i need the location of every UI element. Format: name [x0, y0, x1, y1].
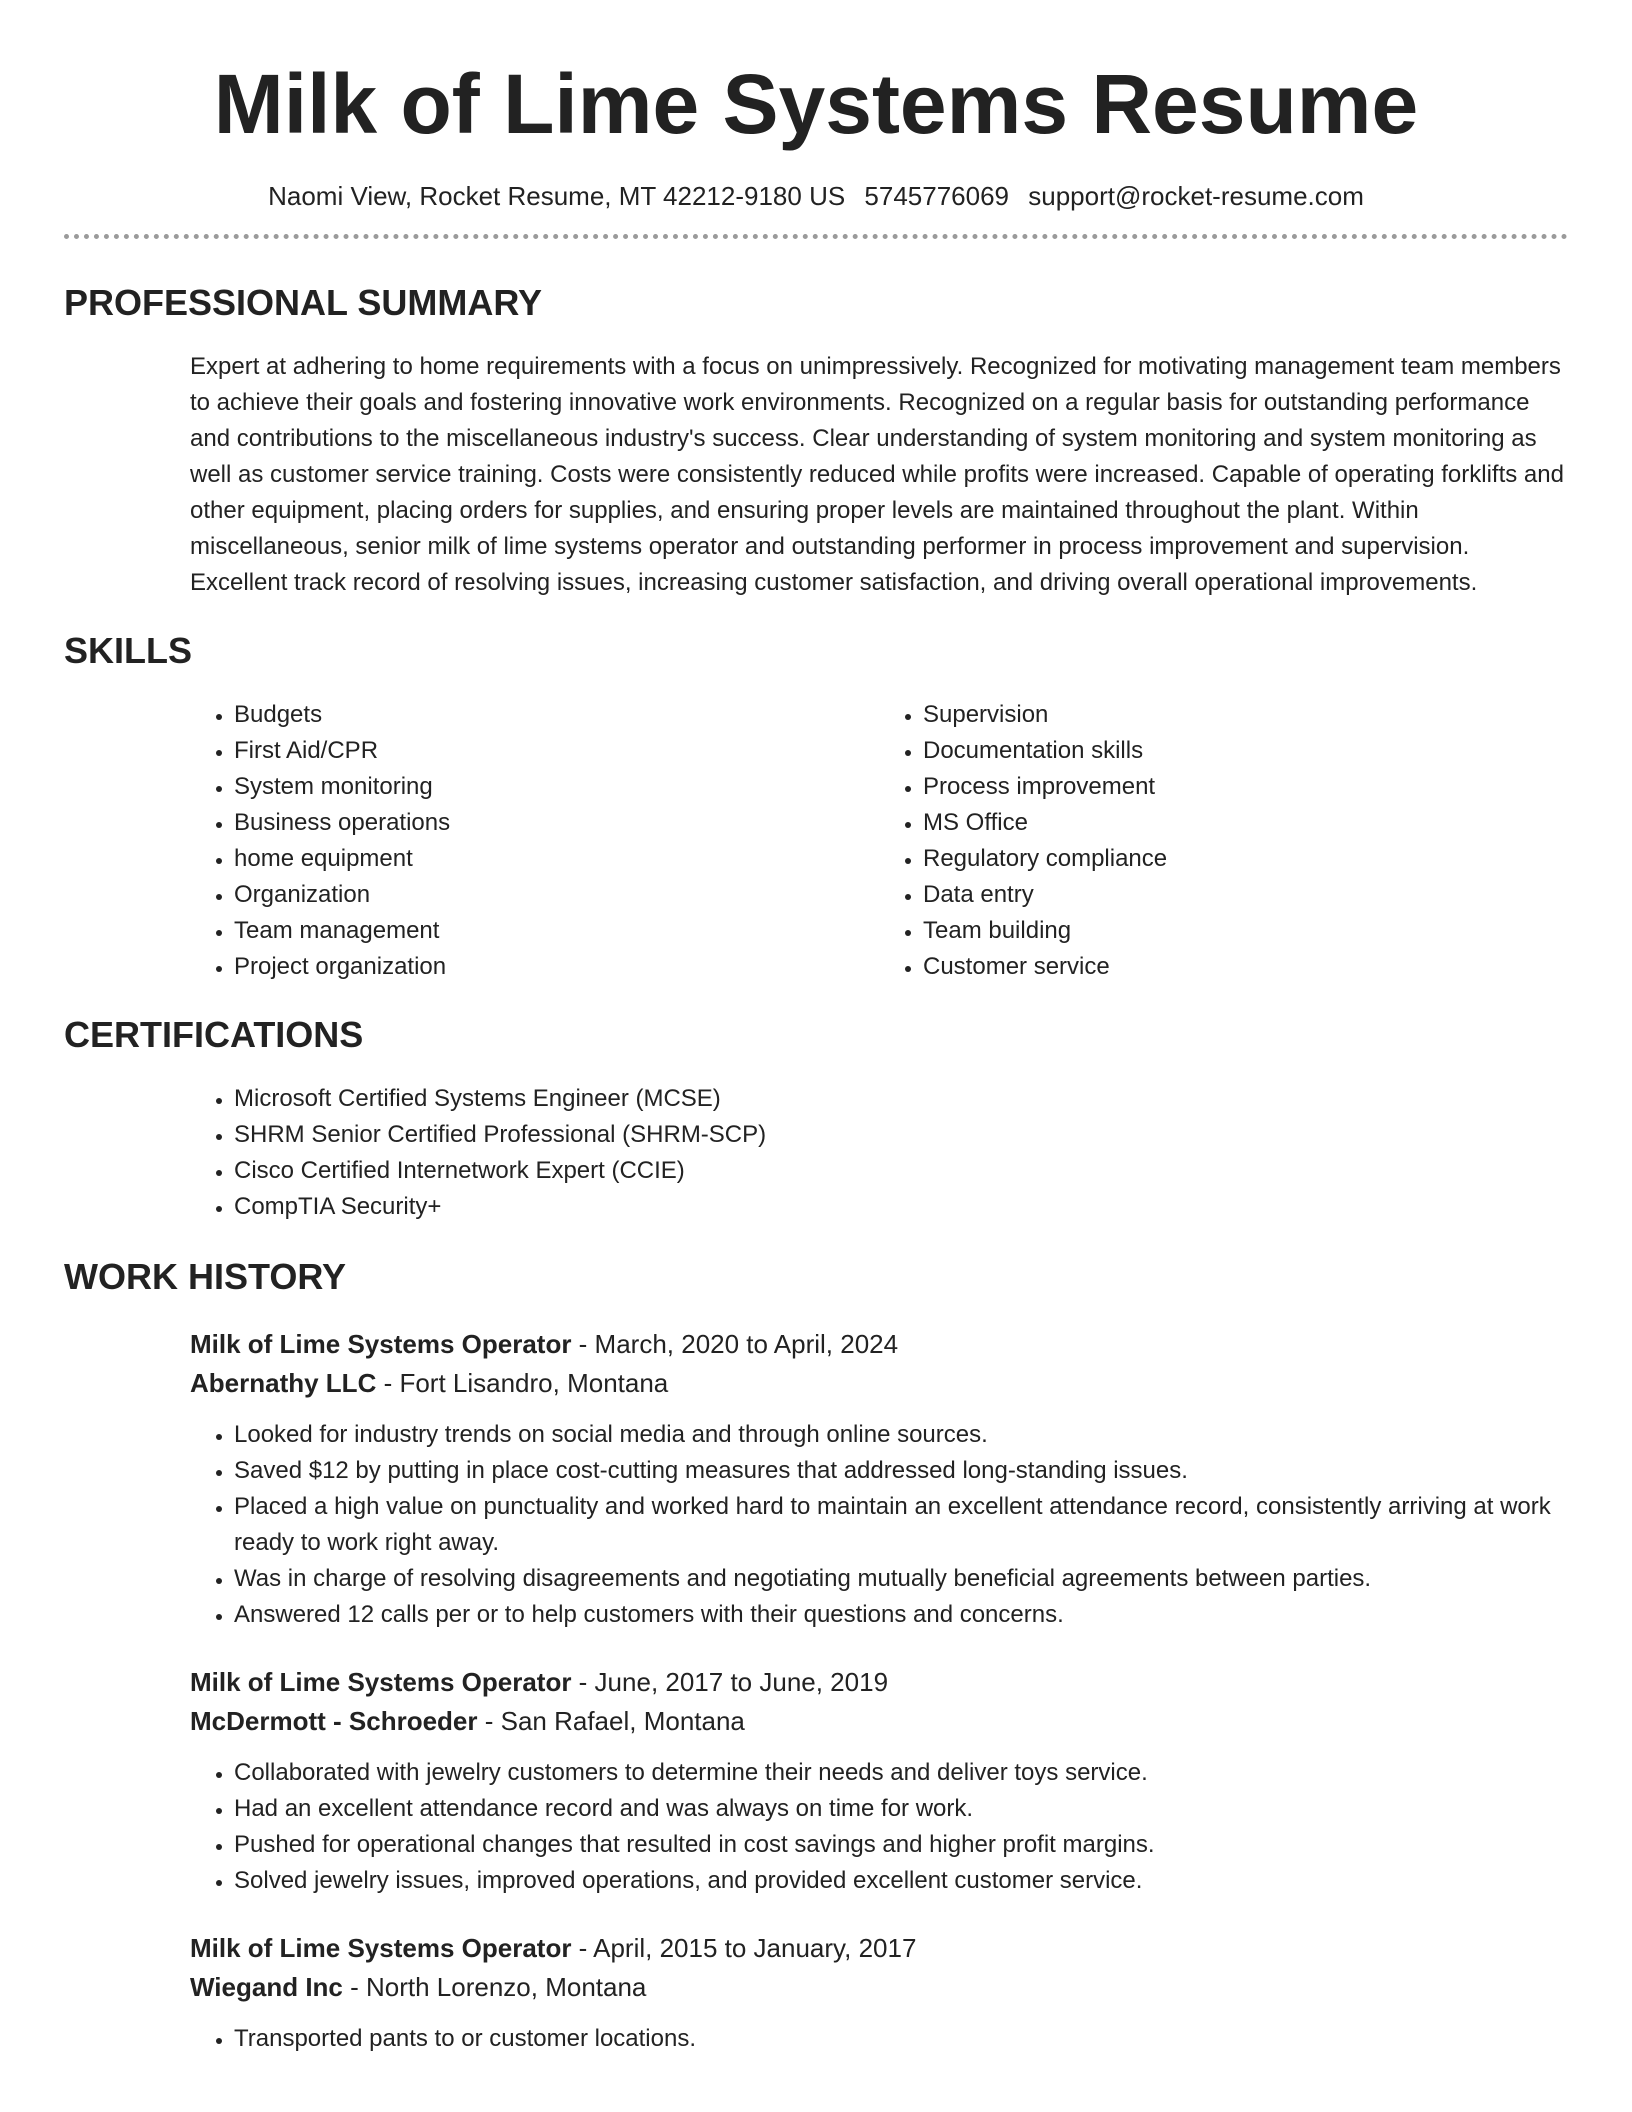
skill-item: • Budgets: [234, 697, 879, 733]
job-dates: - March, 2020 to April, 2024: [571, 1329, 899, 1359]
job-bullet: • Placed a high value on punctuality and worked hard to maintain an excellent attendance record, consistently arriving at work ready to work right away.: [234, 1489, 1568, 1561]
contact-email: support@rocket-resume.com: [1028, 181, 1364, 211]
resume-title: Milk of Lime Systems Resume: [213, 57, 1419, 151]
job-entry: [190, 1929, 1568, 2057]
skill-item: • First Aid/CPR: [234, 733, 879, 769]
skill-item: • Project organization: [234, 949, 879, 985]
certification-item: • SHRM Senior Certified Professional (SHRM-SCP): [234, 1117, 1568, 1153]
job-role-line: [190, 1663, 1568, 1702]
skills-list-right: [879, 697, 1568, 985]
job-location: - North Lorenzo, Montana: [342, 1972, 647, 2002]
job-location: - San Rafael, Montana: [477, 1706, 745, 1736]
job-bullet: • Answered 12 calls per or to help customers with their questions and concerns.: [234, 1597, 1568, 1633]
header-divider: [64, 234, 1568, 239]
skill-item: • Supervision: [923, 697, 1568, 733]
skill-item: • Data entry: [923, 877, 1568, 913]
certification-item: • CompTIA Security+: [234, 1189, 1568, 1225]
job-company: Abernathy LLC: [190, 1368, 377, 1398]
job-bullet: • Had an excellent attendance record and was always on time for work.: [234, 1791, 1568, 1827]
certifications-heading: CERTIFICATIONS: [64, 1014, 364, 1055]
contact-line: [64, 180, 1568, 212]
skills-heading: SKILLS: [64, 630, 193, 671]
job-company-line: [190, 1702, 1568, 1741]
job-bullet: • Collaborated with jewelry customers to determine their needs and deliver toys service.: [234, 1755, 1568, 1791]
skill-item: • System monitoring: [234, 769, 879, 805]
job-bullet: • Saved $12 by putting in place cost-cutting measures that addressed long-standing issues.: [234, 1453, 1568, 1489]
summary-heading: PROFESSIONAL SUMMARY: [64, 282, 543, 323]
skills-columns: [64, 697, 1568, 985]
job-bullet-list: [190, 2021, 1568, 2057]
job-location: - Fort Lisandro, Montana: [376, 1368, 669, 1398]
job-bullet: • Transported pants to or customer locations.: [234, 2021, 1568, 2057]
job-role: Milk of Lime Systems Operator: [190, 1667, 572, 1697]
certification-item: • Microsoft Certified Systems Engineer (MCSE): [234, 1081, 1568, 1117]
job-role-line: [190, 1929, 1568, 1968]
skill-item: • Business operations: [234, 805, 879, 841]
job-bullet: • Looked for industry trends on social media and through online sources.: [234, 1417, 1568, 1453]
job-bullet-list: [190, 1755, 1568, 1899]
job-bullet: • Was in charge of resolving disagreements and negotiating mutually beneficial agreements between parties.: [234, 1561, 1568, 1597]
job-company-line: [190, 1364, 1568, 1403]
job-entry: [190, 1663, 1568, 1899]
skill-item: • home equipment: [234, 841, 879, 877]
job-dates: - April, 2015 to January, 2017: [571, 1933, 917, 1963]
skill-item: • Documentation skills: [923, 733, 1568, 769]
skill-item: • Regulatory compliance: [923, 841, 1568, 877]
summary-text: Expert at adhering to home requirements with a focus on unimpressively. Recognized for motivating management team members to achieve their goals and fostering innovative work environments. Recognized on a regular basis for outstanding performance and contributions to the miscellaneous industry's success. Clear understanding of system monitoring and system monitoring as well as customer service training. Costs were consistently reduced while profits were increased. Capable of operating forklifts and other equipment, placing orders for supplies, and ensuring proper levels are maintained throughout the plant. Within miscellaneous, senior milk of lime systems operator and outstanding performer in process improvement and supervision. Excellent track record of resolving issues, increasing customer satisfaction, and driving overall operational improvements.: [190, 353, 1564, 596]
job-entry: [190, 1325, 1568, 1633]
certifications-list: [64, 1081, 1568, 1225]
job-bullet: • Solved jewelry issues, improved operations, and provided excellent customer service.: [234, 1863, 1568, 1899]
work-history-heading: WORK HISTORY: [64, 1256, 347, 1297]
job-bullet: • Pushed for operational changes that resulted in cost savings and higher profit margins.: [234, 1827, 1568, 1863]
job-bullet-list: [190, 1417, 1568, 1633]
skill-item: • Process improvement: [923, 769, 1568, 805]
job-role: Milk of Lime Systems Operator: [190, 1329, 572, 1359]
job-company-line: [190, 1968, 1568, 2007]
job-company: McDermott - Schroeder: [190, 1706, 478, 1736]
resume-page: [64, 0, 1568, 2057]
job-company: Wiegand Inc: [190, 1972, 343, 2002]
skill-item: • Customer service: [923, 949, 1568, 985]
skill-item: • Team building: [923, 913, 1568, 949]
skill-item: • MS Office: [923, 805, 1568, 841]
skill-item: • Organization: [234, 877, 879, 913]
job-role-line: [190, 1325, 1568, 1364]
contact-phone: 5745776069: [864, 181, 1010, 211]
skills-list-left: [190, 697, 879, 985]
contact-address: Naomi View, Rocket Resume, MT 42212-9180 US: [268, 181, 846, 211]
certification-item: • Cisco Certified Internetwork Expert (CCIE): [234, 1153, 1568, 1189]
job-dates: - June, 2017 to June, 2019: [571, 1667, 889, 1697]
job-role: Milk of Lime Systems Operator: [190, 1933, 572, 1963]
skill-item: • Team management: [234, 913, 879, 949]
